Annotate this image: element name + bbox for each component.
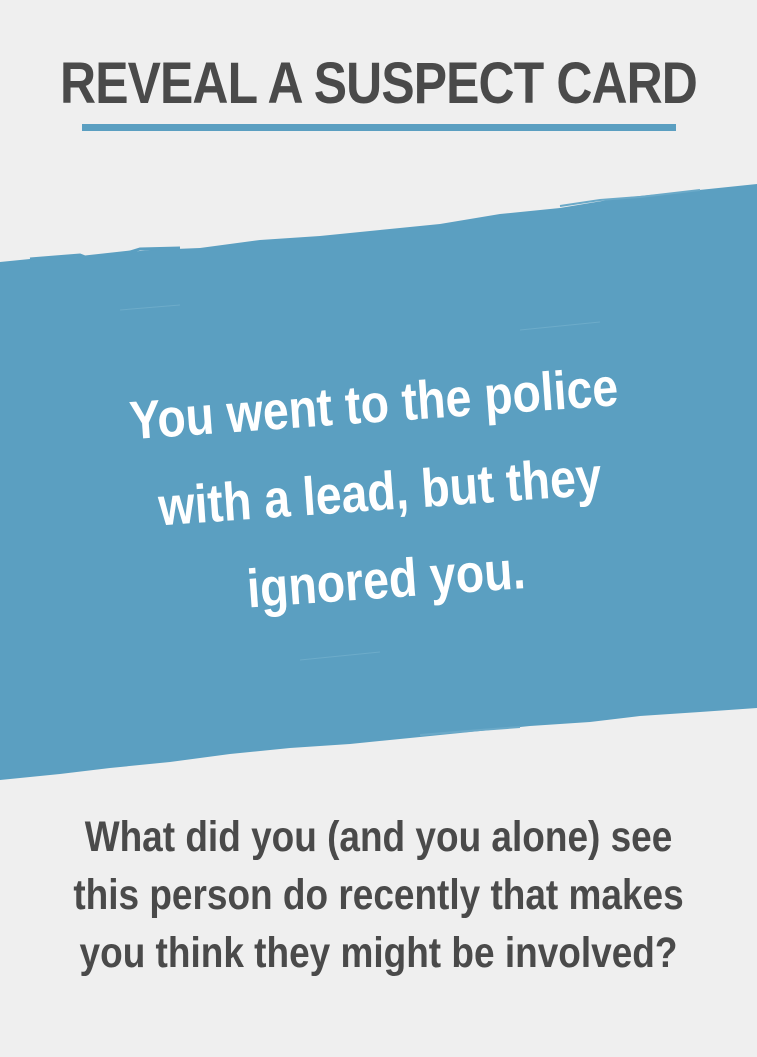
card-title: REVEAL A SUSPECT CARD [60, 51, 697, 116]
card-question: What did you (and you alone) see this person do recently that makes you think they might be involved? [73, 813, 684, 977]
card-prompt: You went to the police with a lead, but they ignored you. [127, 357, 621, 620]
